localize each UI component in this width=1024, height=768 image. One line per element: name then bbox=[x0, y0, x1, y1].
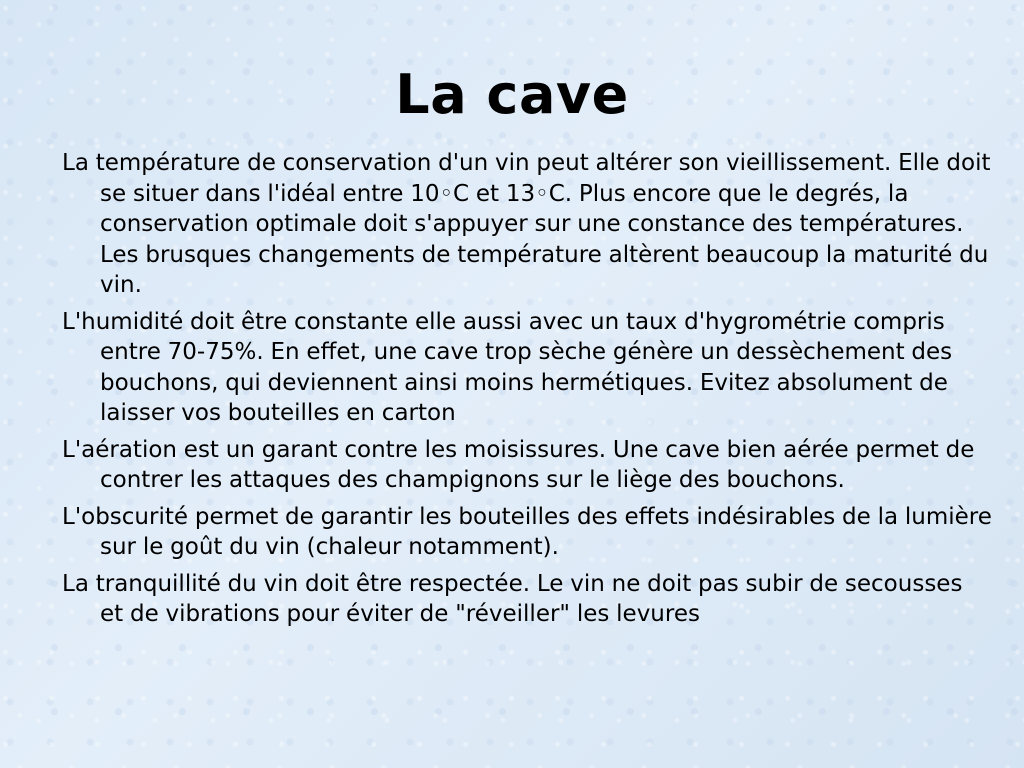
paragraph-temperature: La température de conservation d'un vin peut altérer son vieillissement. Elle doit se situer dans l'idéal entre 10◦C et 13◦C. Plus encore que le degrés, la conservation optimale doit s'appuyer sur une constance des températures. Les brusques changements de température altèrent beaucoup la maturité du vin. bbox=[62, 150, 991, 298]
paragraph-aeration: L'aération est un garant contre les moisissures. Une cave bien aérée permet de contrer les attaques des champignons sur le liège des bouchons. bbox=[62, 436, 975, 493]
slide-body bbox=[62, 148, 992, 636]
slide-title: La cave bbox=[395, 63, 629, 126]
paragraph-tranquillite: La tranquillité du vin doit être respectée. Le vin ne doit pas subir de secousses et de vibrations pour éviter de "réveiller" les levures bbox=[62, 570, 963, 627]
paragraph-obscurite: L'obscurité permet de garantir les bouteilles des effets indésirables de la lumière sur le goût du vin (chaleur notamment). bbox=[62, 503, 992, 560]
paragraph-humidite: L'humidité doit être constante elle aussi avec un taux d'hygrométrie compris entre 70-75%. En effet, une cave trop sèche génère un dessèchement des bouchons, qui deviennent ainsi moins hermétiques. Evitez absolument de laisser vos bouteilles en carton bbox=[62, 308, 953, 426]
